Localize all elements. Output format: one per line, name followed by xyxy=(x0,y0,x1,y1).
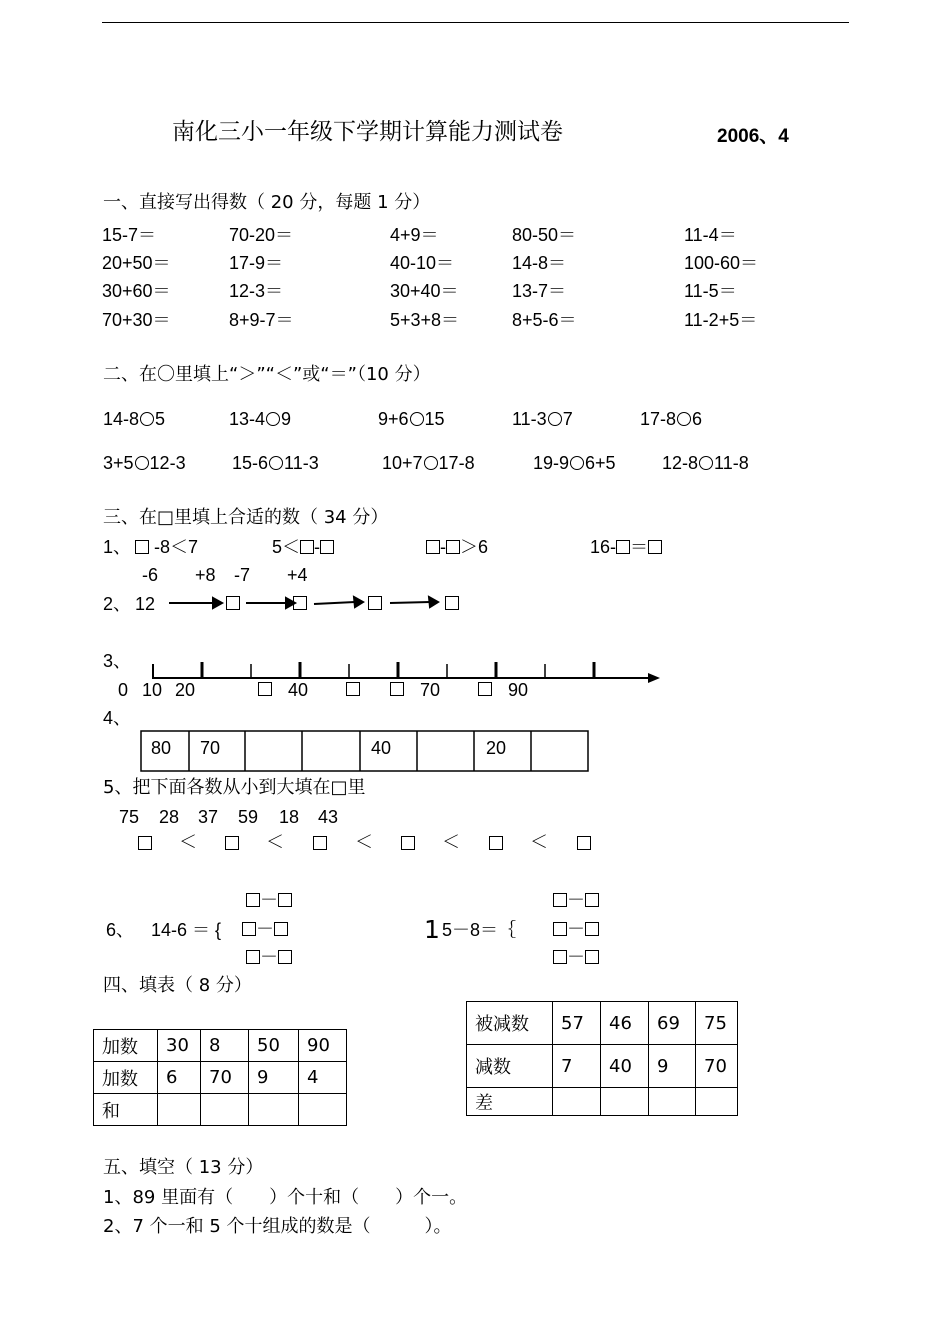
table-cell: 6 xyxy=(158,1062,201,1094)
less-than-sign: ＜ xyxy=(442,832,460,853)
table-cell: 50 xyxy=(249,1030,299,1062)
row-header: 减数 xyxy=(467,1045,553,1088)
answer-cell[interactable] xyxy=(649,1088,696,1116)
q5-answer-box[interactable] xyxy=(489,836,503,850)
q5-number: 43 xyxy=(318,807,339,827)
q3-tick-90: 90 xyxy=(508,680,529,700)
table-cell: 70 xyxy=(696,1045,738,1088)
q6-right-row-3: － xyxy=(553,949,599,967)
comparison-circle[interactable] xyxy=(140,412,154,426)
comparison-circle[interactable] xyxy=(410,412,424,426)
test-date: 2006、4 xyxy=(717,126,789,147)
table-cell: 69 xyxy=(649,1002,696,1045)
arithmetic-problem: 30+60＝ xyxy=(102,281,171,301)
subtraction-table xyxy=(466,1001,738,1116)
q3-label: 3、 xyxy=(103,651,132,671)
arithmetic-problem: 20+50＝ xyxy=(102,253,171,273)
arithmetic-problem: 17-9＝ xyxy=(229,253,284,273)
less-than-sign: ＜ xyxy=(355,832,373,853)
arithmetic-problem: 13-7＝ xyxy=(512,281,567,301)
q6-left-row-2: － xyxy=(242,921,288,939)
comparison-circle[interactable] xyxy=(269,456,283,470)
row-header: 被减数 xyxy=(467,1002,553,1045)
answer-box[interactable] xyxy=(585,893,599,907)
arithmetic-problem: 11-4＝ xyxy=(684,225,737,245)
table-cell: 9 xyxy=(649,1045,696,1088)
table-cell: 30 xyxy=(158,1030,201,1062)
comparison-circle[interactable] xyxy=(548,412,562,426)
comparison-problem: 17-8 6 xyxy=(640,409,703,429)
table-cell: 57 xyxy=(553,1002,601,1045)
arithmetic-problem: 4+9＝ xyxy=(390,225,439,245)
q6-left-row-1: － xyxy=(246,892,292,910)
table-row xyxy=(94,1030,347,1062)
answer-box[interactable] xyxy=(553,950,567,964)
answer-box[interactable] xyxy=(278,893,292,907)
comparison-problem: 12-8 11-8 xyxy=(662,453,749,473)
comparison-circle[interactable] xyxy=(699,456,713,470)
answer-cell[interactable] xyxy=(553,1088,601,1116)
row-header: 加数 xyxy=(94,1062,158,1094)
q3-tick-0: 0 xyxy=(118,680,129,700)
q2-label: 2、 xyxy=(103,594,132,614)
q6-right-expression: 5－8＝｛ xyxy=(442,920,517,940)
arithmetic-problem: 12-3＝ xyxy=(229,281,284,301)
table-cell: 70 xyxy=(201,1062,249,1094)
q2-op-2: +8 xyxy=(195,565,216,585)
q1-item-2: 5＜ - xyxy=(272,538,334,556)
q5-number: 59 xyxy=(238,807,259,827)
answer-cell[interactable] xyxy=(696,1088,738,1116)
less-than-sign: ＜ xyxy=(179,832,197,853)
table-cell: 7 xyxy=(553,1045,601,1088)
answer-box[interactable] xyxy=(246,950,260,964)
q3-tick-10: 10 xyxy=(142,680,163,700)
row-header: 差 xyxy=(467,1088,553,1116)
answer-cell[interactable] xyxy=(201,1094,249,1126)
q1-item-4: 16- ＝ xyxy=(590,538,662,556)
comparison-problem: 11-3 7 xyxy=(512,409,573,429)
comparison-circle[interactable] xyxy=(135,456,149,470)
less-than-sign: ＜ xyxy=(266,832,284,853)
arithmetic-problem: 80-50＝ xyxy=(512,225,577,245)
arithmetic-problem: 30+40＝ xyxy=(390,281,459,301)
q2-start-number: 12 xyxy=(135,594,156,614)
table-cell: 8 xyxy=(201,1030,249,1062)
table-row xyxy=(467,1002,738,1045)
answer-cell[interactable] xyxy=(158,1094,201,1126)
answer-box[interactable] xyxy=(274,922,288,936)
section2-title: 二、在〇里填上“＞”“＜”或“＝”（10 分） xyxy=(103,364,431,385)
q5-label: 5、把下面各数从小到大填在□里 xyxy=(103,777,366,798)
comparison-circle[interactable] xyxy=(424,456,438,470)
section5-title: 五、填空（ 13 分） xyxy=(103,1157,264,1178)
arithmetic-problem: 40-10＝ xyxy=(390,253,455,273)
q4-cell-2: 70 xyxy=(200,738,221,758)
arithmetic-problem: 100-60＝ xyxy=(684,253,759,273)
table-cell: 46 xyxy=(601,1002,649,1045)
q4-label: 4、 xyxy=(103,708,132,728)
answer-box[interactable] xyxy=(246,893,260,907)
fill-in-item-2: 2、7 个一和 5 个十组成的数是（ ）。 xyxy=(103,1216,452,1237)
section3-title: 三、在□里填上合适的数（ 34 分） xyxy=(103,507,389,528)
q2-op-4: +4 xyxy=(287,565,308,585)
answer-box[interactable] xyxy=(278,950,292,964)
q2-op-3: -7 xyxy=(234,565,251,585)
q6-left-expression: 14-6 ＝ { xyxy=(151,920,222,940)
less-than-sign: ＜ xyxy=(530,832,548,853)
arithmetic-problem: 8+9-7＝ xyxy=(229,310,294,330)
arithmetic-problem: 11-2+5＝ xyxy=(684,310,758,330)
q5-answer-box[interactable] xyxy=(313,836,327,850)
q6-left-row-3: － xyxy=(246,949,292,967)
table-row xyxy=(94,1094,347,1126)
q6-right-row-1: － xyxy=(553,892,599,910)
comparison-problem: 15-6 11-3 xyxy=(232,453,319,473)
q5-number: 75 xyxy=(119,807,140,827)
arithmetic-problem: 11-5＝ xyxy=(684,281,737,301)
answer-box[interactable] xyxy=(242,922,256,936)
arithmetic-problem: 5+3+8＝ xyxy=(390,310,460,330)
table-row xyxy=(467,1088,738,1116)
table-cell: 9 xyxy=(249,1062,299,1094)
comparison-problem: 13-4 9 xyxy=(229,409,292,429)
q6-label: 6、 xyxy=(106,920,135,940)
table-cell: 4 xyxy=(299,1062,347,1094)
table-row xyxy=(467,1045,738,1088)
q5-answer-box[interactable] xyxy=(225,836,239,850)
q5-answer-box[interactable] xyxy=(401,836,415,850)
section1-title: 一、直接写出得数（ 20 分，每题 1 分） xyxy=(103,192,431,213)
answer-cell[interactable] xyxy=(249,1094,299,1126)
comparison-problem: 9+6 15 xyxy=(378,409,445,429)
answer-box[interactable] xyxy=(585,922,599,936)
q6-right-prefix: 1 xyxy=(424,915,440,944)
answer-box[interactable] xyxy=(553,893,567,907)
q5-number: 37 xyxy=(198,807,219,827)
table-cell: 40 xyxy=(601,1045,649,1088)
q1-label: 1、 xyxy=(103,537,132,557)
comparison-problem: 3+5 12-3 xyxy=(103,453,186,473)
q4-cell-1: 80 xyxy=(151,738,172,758)
answer-box[interactable] xyxy=(553,922,567,936)
arithmetic-problem: 14-8＝ xyxy=(512,253,567,273)
q2-op-1: -6 xyxy=(142,565,159,585)
q3-tick-40: 40 xyxy=(288,680,309,700)
answer-cell[interactable] xyxy=(601,1088,649,1116)
q3-tick-20: 20 xyxy=(175,680,196,700)
table-cell: 90 xyxy=(299,1030,347,1062)
q1-item-1: -8＜7 xyxy=(135,538,198,556)
arithmetic-problem: 70-20＝ xyxy=(229,225,294,245)
comparison-problem: 19-9 6+5 xyxy=(533,453,616,473)
row-header: 加数 xyxy=(94,1030,158,1062)
q1-item-3: - ＞6 xyxy=(426,538,488,556)
q4-cell-5: 40 xyxy=(371,738,392,758)
q5-answer-box[interactable] xyxy=(577,836,591,850)
table-row xyxy=(94,1062,347,1094)
comparison-problem: 14-8 5 xyxy=(103,409,166,429)
arithmetic-problem: 8+5-6＝ xyxy=(512,310,577,330)
q5-number: 28 xyxy=(159,807,180,827)
q5-number: 18 xyxy=(279,807,300,827)
comparison-problem: 10+7 17-8 xyxy=(382,453,475,473)
q6-right-row-2: － xyxy=(553,921,599,939)
arithmetic-problem: 70+30＝ xyxy=(102,310,171,330)
arithmetic-problem: 15-7＝ xyxy=(102,225,157,245)
q3-tick-70: 70 xyxy=(420,680,441,700)
comparison-circle[interactable] xyxy=(677,412,691,426)
comparison-circle[interactable] xyxy=(570,456,584,470)
q5-answer-box[interactable] xyxy=(138,836,152,850)
table-cell: 75 xyxy=(696,1002,738,1045)
comparison-circle[interactable] xyxy=(266,412,280,426)
q4-cell-7: 20 xyxy=(486,738,507,758)
page-title: 南化三小一年级下学期计算能力测试卷 xyxy=(172,119,563,145)
fill-in-item-1: 1、89 里面有（ ）个十和（ ）个一。 xyxy=(103,1187,468,1208)
answer-cell[interactable] xyxy=(299,1094,347,1126)
addition-table xyxy=(93,1029,347,1126)
row-header: 和 xyxy=(94,1094,158,1126)
answer-box[interactable] xyxy=(585,950,599,964)
section4-title: 四、填表（ 8 分） xyxy=(103,975,252,996)
